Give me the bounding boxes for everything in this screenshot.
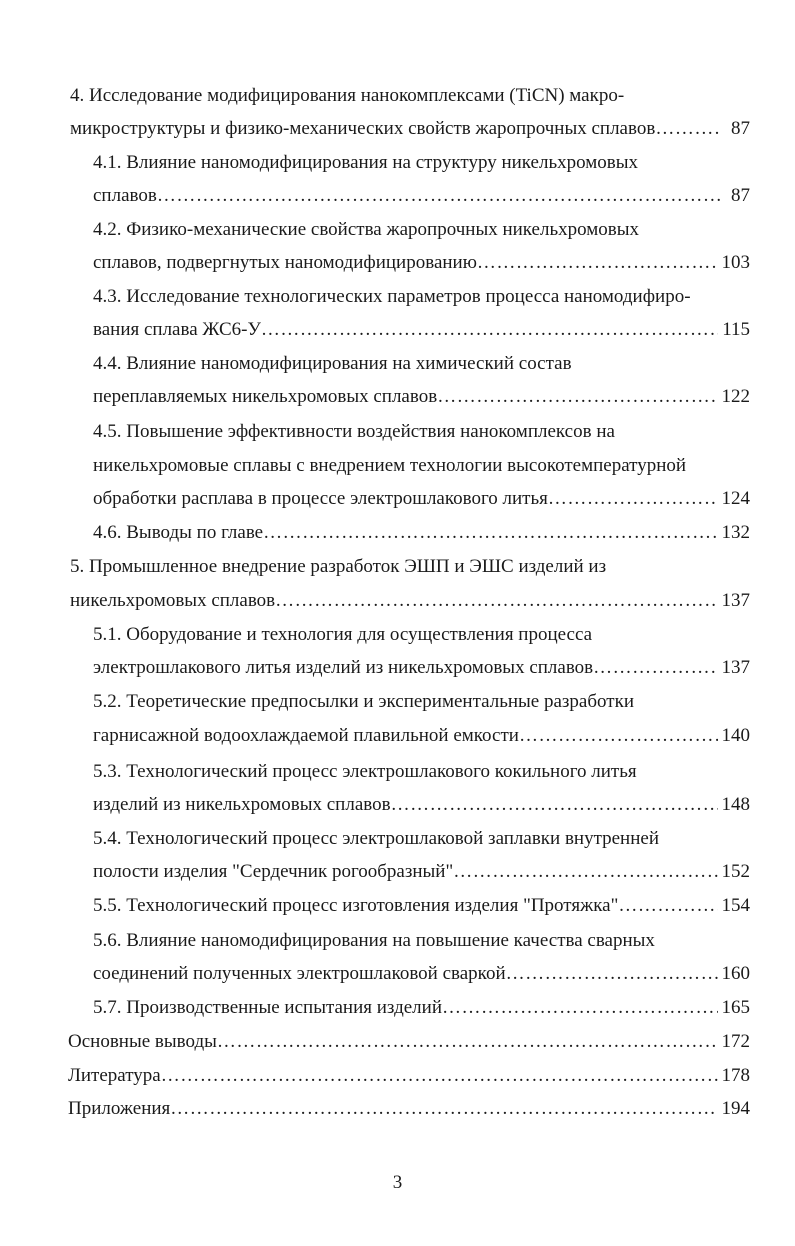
toc-entry-title: Основные выводы <box>68 1031 217 1052</box>
leader-dots <box>655 117 720 141</box>
toc-page-number: 87 <box>731 118 750 139</box>
toc-page-number: 140 <box>721 725 750 746</box>
leader-dots <box>217 1030 718 1054</box>
toc-entry-title: гарнисажной водоохлаждаемой плавильной емкости <box>93 725 519 746</box>
leader-dots <box>263 521 717 545</box>
toc-entry-5-3-line1: 5.3. Технологический процесс электрошлакового кокильного литья <box>93 761 637 782</box>
toc-entry-5-1-line1: 5.1. Оборудование и технология для осуществления процесса <box>93 624 593 645</box>
toc-entry-title: электрошлакового литья изделий из никельхромовых сплавов <box>93 657 594 678</box>
toc-entry-4-2-line1: 4.2. Физико-механические свойства жаропрочных никельхромовых <box>93 219 640 240</box>
toc-entry-title: изделий из никельхромовых сплавов <box>93 794 391 815</box>
toc-entry-ch5-line1: 5. Промышленное внедрение разработок ЭШП и ЭШС изделий из <box>70 556 607 577</box>
toc-entry-title: Приложения <box>68 1098 171 1119</box>
leader-dots <box>506 962 718 986</box>
leader-dots <box>442 996 718 1020</box>
leader-dots <box>275 589 717 613</box>
leader-dots <box>437 385 717 409</box>
toc-entry-title: вания сплава ЖС6-У <box>93 319 261 340</box>
leader-dots <box>453 860 717 884</box>
leader-dots <box>618 894 717 918</box>
toc-entry-title: 5.7. Производственные испытания изделий <box>93 997 442 1018</box>
toc-entry-4-3-line1: 4.3. Исследование технологических параметров процесса наномодифиро- <box>93 286 691 307</box>
toc-entry-title: сплавов <box>93 185 157 206</box>
leader-dots <box>170 1097 717 1121</box>
toc-entry-4-5-line1: 4.5. Повышение эффективности воздействия нанокомплексов на <box>93 421 615 442</box>
toc-page-number: 148 <box>721 794 750 815</box>
toc-entry-title: полости изделия "Сердечник рогообразный" <box>93 861 454 882</box>
toc-page-number: 103 <box>721 252 750 273</box>
toc-page-number: 124 <box>721 488 750 509</box>
toc-page-number: 122 <box>721 386 750 407</box>
toc-entry-5-3[interactable] <box>93 793 750 819</box>
toc-entry-5-2-line1: 5.2. Теоретические предпосылки и экспериментальные разработки <box>93 691 634 712</box>
toc-page-number: 152 <box>721 861 750 882</box>
page-number: 3 <box>392 1172 403 1193</box>
leader-dots <box>477 251 718 275</box>
toc-entry-title: микроструктуры и физико-механических свойств жаропрочных сплавов <box>70 118 656 139</box>
leader-dots <box>391 793 718 817</box>
toc-entry-4-6[interactable] <box>93 521 750 547</box>
toc-entry-5-4[interactable] <box>93 860 750 886</box>
toc-entry-appendices[interactable] <box>68 1097 750 1123</box>
toc-page-number: 87 <box>731 185 750 206</box>
toc-entry-ch4-line1: 4. Исследование модифицирования нанокомплексами (TiCN) макро- <box>70 85 625 106</box>
toc-entry-4-4[interactable] <box>93 385 750 411</box>
toc-entry-4-5-line2: никельхромовые сплавы с внедрением технологии высокотемпературной <box>93 455 687 476</box>
toc-entry-title: переплавляемых никельхромовых сплавов <box>93 386 438 407</box>
leader-dots <box>161 1064 718 1088</box>
toc-page-number: 165 <box>721 997 750 1018</box>
toc-entry-4-1-line1: 4.1. Влияние наномодифицирования на структуру никельхромовых <box>93 152 639 173</box>
toc-entry-5-6-line1: 5.6. Влияние наномодифицирования на повышение качества сварных <box>93 930 655 951</box>
toc-entry-4-5[interactable] <box>93 487 750 513</box>
toc-page-number: 160 <box>721 963 750 984</box>
toc-entry-title: 5.5. Технологический процесс изготовления изделия "Протяжка" <box>93 895 619 916</box>
leader-dots <box>157 184 720 208</box>
toc-entry-4-4-line1: 4.4. Влияние наномодифицирования на химический состав <box>93 353 572 374</box>
toc-entry-4-1[interactable] <box>93 184 750 210</box>
toc-entry-4-2[interactable] <box>93 251 750 277</box>
toc-entry-title: никельхромовых сплавов <box>70 590 276 611</box>
toc-entry-title: Литература <box>68 1065 161 1086</box>
leader-dots <box>548 487 718 511</box>
toc-page-number: 194 <box>721 1098 750 1119</box>
toc-entry-conclusions[interactable] <box>68 1030 750 1056</box>
toc-page-number: 137 <box>721 657 750 678</box>
toc-entry-title: 4.6. Выводы по главе <box>93 522 264 543</box>
toc-entry-5-4-line1: 5.4. Технологический процесс электрошлаковой заплавки внутренней <box>93 828 659 849</box>
toc-entry-5-6[interactable] <box>93 962 750 988</box>
toc-page-number: 115 <box>722 319 750 340</box>
toc-entry-4-3[interactable] <box>93 318 750 344</box>
toc-entry-ch4[interactable] <box>70 117 750 143</box>
leader-dots <box>261 318 718 342</box>
toc-entry-title: сплавов, подвергнутых наномодифицированию <box>93 252 477 273</box>
leader-dots <box>519 724 718 748</box>
toc-page-number: 172 <box>721 1031 750 1052</box>
toc-entry-literature[interactable] <box>68 1064 750 1090</box>
toc-page-number: 137 <box>721 590 750 611</box>
toc-entry-5-2[interactable] <box>93 724 750 750</box>
toc-page-number: 178 <box>721 1065 750 1086</box>
leader-dots <box>593 656 717 680</box>
toc-entry-title: соединений полученных электрошлаковой сваркой <box>93 963 506 984</box>
toc-entry-title: обработки расплава в процессе электрошлакового литья <box>93 488 548 509</box>
toc-page-number: 132 <box>721 522 750 543</box>
toc-entry-5-7[interactable] <box>93 996 750 1022</box>
toc-entry-5-5[interactable] <box>93 894 750 920</box>
toc-page-number: 154 <box>721 895 750 916</box>
toc-entry-ch5[interactable] <box>70 589 750 615</box>
toc-entry-5-1[interactable] <box>93 656 750 682</box>
